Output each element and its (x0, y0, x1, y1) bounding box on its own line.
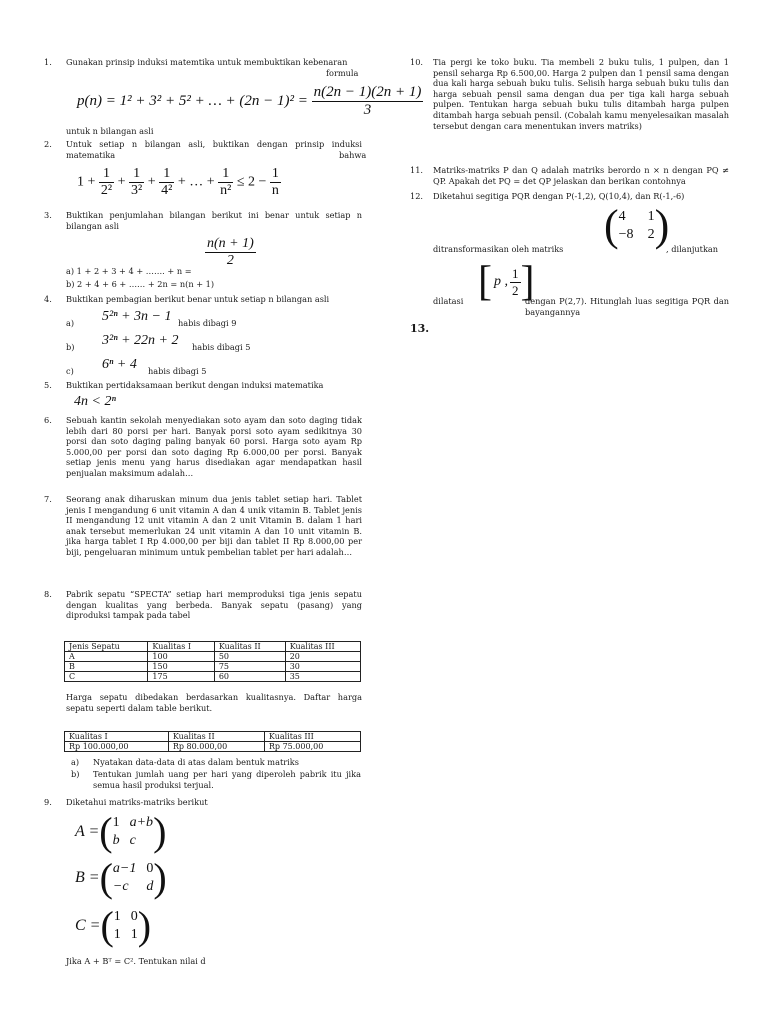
q6-number: 6. (44, 415, 52, 425)
q2-frac-3: $\frac{1}{\text{4²}}$ (161, 166, 173, 198)
q5-number: 5. (44, 380, 52, 390)
q1-condition: untuk n bilangan asli (66, 126, 154, 136)
q4-c-note: habis dibagi 5 (148, 366, 207, 376)
q4-a-note: habis dibagi 9 (178, 318, 237, 328)
q2-text: Untuk setiap n bilangan asli, buktikan dengan prinsip induksi matematika (66, 139, 362, 160)
q8-table2-header: Kualitas I Kualitas II Kualitas III (65, 732, 361, 742)
q8-number: 8. (44, 589, 52, 599)
q2-frac-1: $\frac{1}{\text{2²}}$ (100, 166, 113, 198)
q1-formula (77, 84, 423, 119)
matrix-c: C = ( 1 0 1 1 ) (75, 903, 152, 948)
matrix-b: B = ( a−1 0 −c d ) (75, 855, 167, 900)
q11-text: Matriks-matriks P dan Q adalah matriks berordo n × n dengan PQ ≠ QP. Apakah det PQ = det QP jelaskan dan berikan contohnya (433, 165, 729, 186)
q4-text: Buktikan pembagian berikut benar untuk setiap n bilangan asli (66, 294, 330, 304)
q2-bahwa-word: bahwa (339, 150, 367, 160)
matrix-b-name: B = (75, 869, 100, 886)
q4-b-label: b) (66, 342, 75, 352)
q9-text: Diketahui matriks-matriks berikut (66, 797, 208, 807)
q12-dilation: [ p , $\frac{1}{2}$ ] (478, 259, 535, 305)
q12-number: 12. (410, 191, 424, 201)
matrix-a-name: A = (75, 823, 100, 840)
q3-text: Buktikan penjumlahan bilangan berikut ini benar untuk setiap n bilangan asli (66, 210, 362, 231)
q8-production-table (64, 641, 361, 682)
q4-a-label: a) (66, 318, 75, 328)
q1-formula-lhs: p(n) = 1² + 3² + 5² + … + (2n − 1)² = (77, 92, 308, 109)
matrix-c-name: C = (75, 917, 101, 934)
q5-expr: 4n < 2ⁿ (74, 394, 116, 409)
q3-fraction: $\frac{n(n + 1)}{2}$ (207, 236, 254, 268)
q4-b-expr: 3²ⁿ + 22n + 2 (102, 333, 179, 348)
q2-frac-4: $\frac{1}{\text{n²}}$ (220, 166, 232, 198)
q12-dilation-label: dilatasi (433, 296, 464, 306)
q8-text: Pabrik sepatu “SPECTA” setiap hari memproduksi tiga jenis sepatu dengan kualitas yang berbeda. Banyak sepatu (pasang) yang diproduksi tampak pada tabel (66, 589, 362, 621)
q8-a-label: a) (71, 757, 80, 767)
q8-table1-header: Jenis Sepatu Kualitas I Kualitas II Kualitas III (65, 642, 361, 652)
q3-number: 3. (44, 210, 52, 220)
table-row: Rp 100.000,00 Rp 80.000,00 Rp 75.000,00 (65, 742, 361, 752)
q8-part-b: Tentukan jumlah uang per hari yang diperoleh pabrik itu jika semua hasil produksi terjual. (93, 769, 361, 790)
q7-number: 7. (44, 494, 52, 504)
table-row: B 150 75 30 (65, 662, 361, 672)
q4-a-expr: 5²ⁿ + 3n − 1 (102, 309, 172, 324)
q1-number: 1. (44, 57, 52, 67)
q2-inequality: 1 + $\frac{1}{\text{2²}}$ + $\frac{1}{\text{3²}}$ + $\frac{1}{\text{4²}}$ + … + $\frac{1}{\text{n²}}$ ≤ 2 − $\frac{1}{n}$ (77, 166, 279, 198)
q3-part-b: b) 2 + 4 + 6 + …… + 2n = n(n + 1) (66, 279, 215, 289)
q8-part-a: Nyatakan data-data di atas dalam bentuk matriks (93, 757, 299, 767)
q9-number: 9. (44, 797, 52, 807)
q3-part-a: a) 1 + 2 + 3 + 4 + ……. + n = (66, 266, 192, 276)
q2-frac-5: $\frac{1}{n}$ (271, 166, 279, 198)
q2-number: 2. (44, 139, 52, 149)
matrix-a: A = ( 1 a+b b c ) (75, 809, 167, 854)
table-row: C 175 60 35 (65, 672, 361, 682)
q8-b-label: b) (71, 769, 80, 779)
q1-text: Gunakan prinsip induksi matemtika untuk membuktikan kebenaran (66, 57, 348, 67)
q6-text: Sebuah kantin sekolah menyediakan soto ayam dan soto daging tidak lebih dari 80 porsi per hari. Banyak porsi soto ayam sedikitnya 30 porsi dan soto daging paling banyak 60 porsi. Harga soto ayam Rp 5.000,00 per porsi dan soto daging Rp 6.000,00 per porsi. Banyak setiap jenis menu yang harus disediakan agar mendapatkan hasil penjualan maksimum adalah… (66, 415, 362, 478)
q5-text: Buktikan pertidaksamaan berikut dengan induksi matematika (66, 380, 324, 390)
q1-formula-word: formula (326, 68, 359, 78)
q1-fraction: $\frac{n(2n - 1)(2n + 1)}{3}$ (313, 84, 422, 118)
q13-number: 13. (410, 322, 430, 335)
q12-text: Diketahui segitiga PQR dengan P(-1,2), Q(10,4), dan R(-1,-6) (433, 191, 685, 201)
q8-price-table (64, 731, 361, 752)
q4-c-label: c) (66, 366, 74, 376)
q7-text: Seorang anak diharuskan minum dua jenis tablet setiap hari. Tablet jenis I mengandung 6 unit vitamin A dan 4 unik vitamin B. Tablet jenis II mengandung 12 unit vitamin A dan 2 unit Vitamin B. dalam 1 hari anak tersebut memerlukan 24 unit vitamin A dan 10 unit vitamin B. jika harga tablet I Rp 4.000,00 per biji dan tablet II Rp 8.000,00 per biji, pengeluaran minimum untuk pembelian tablet per hari adalah… (66, 494, 362, 557)
q12-dilation-center: dengan P(2,7). Hitunglah luas segitiga PQR dan bayangannya (525, 296, 729, 317)
q10-number: 10. (410, 57, 424, 67)
q10-text: Tia pergi ke toko buku. Tia membeli 2 buku tulis, 1 pulpen, dan 1 pensil seharga Rp 6.500,00. Harga 2 pulpen dan 1 pensil sama dengan dua kali harga sebuah buku tulis. Selisih harga sebuah buku tulis dan harga sebuah pensil sama dengan dua per tiga kali harga sebuah pulpen. Tentukan harga sebuah buku tulis ditambah harga pulpen ditambah harga sebuah pensil. (Cobalah kamu menyelesaikan masalah tersebut dengan cara menentukan invers matriks) (433, 57, 729, 131)
q12-matrix: ( 4 1 −8 2 ) (604, 201, 670, 250)
q2-frac-2: $\frac{1}{\text{3²}}$ (131, 166, 143, 198)
q12-transform-text: ditransformasikan oleh matriks (433, 244, 564, 254)
q4-c-expr: 6ⁿ + 4 (102, 357, 137, 372)
q8-price-intro: Harga sepatu dibedakan berdasarkan kualitasnya. Daftar harga sepatu seperti dalam table berikut. (66, 692, 362, 713)
q4-b-note: habis dibagi 5 (192, 342, 251, 352)
table-row: A 100 50 20 (65, 652, 361, 662)
q11-number: 11. (410, 165, 424, 175)
q12-continued: , dilanjutkan (666, 244, 719, 254)
q4-number: 4. (44, 294, 52, 304)
q9-question: Jika A + Bᵀ = C². Tentukan nilai d (66, 956, 206, 966)
